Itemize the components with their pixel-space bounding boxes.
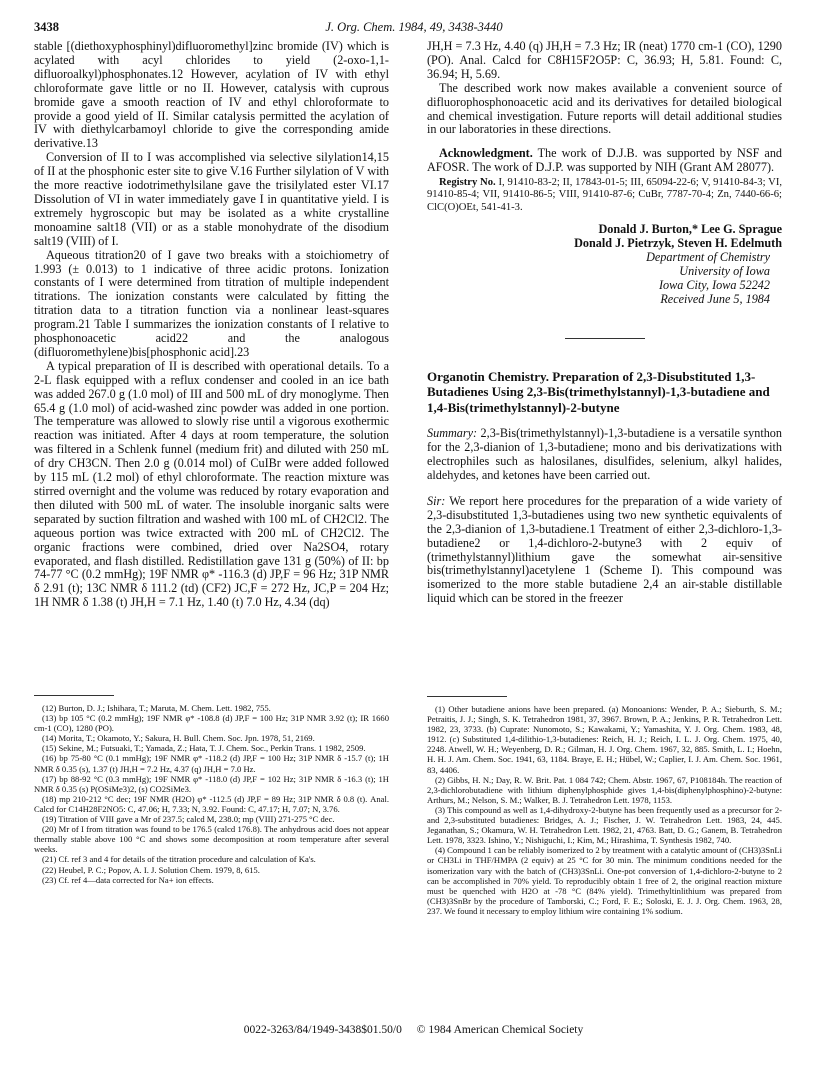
footer-code: 0022-3263/84/1949-3438$01.50/0 <box>243 1024 402 1036</box>
right-column <box>427 39 783 916</box>
registry <box>427 177 782 214</box>
acknowledgment-text: The work of D.J.B. was supported by NSF and AFOSR. The work of D.J.P. was supported by NIH (Grant AM 28077). <box>427 146 783 175</box>
left-column <box>34 39 389 885</box>
footnote: (1) Other butadiene anions have been prepared. (a) Monoanions: Wender, P. A.; Sieburth, S. M.; Petraitis, J. J.; Singh, S. K. Tetrahedron 1981, 37, 3967. Brown, P. A.; Jenkins, P. R. Tetrahedron Lett. 1982, 23, 3733. (b) Cuprate: Nunomoto, S.; Kawakami, Y.; Yamashita, Y. J. Org. Chem. 1983, 48, 1912. (c) Substituted 1,4-dilithio-1,3-butadienes: Reich, H. J.; Reich, I. L. J. Org. Chem. 1975, 40, 2248. Atwell, W. H.; Weyenberg, D. R.; Gilman, H. J. Org. Chem. 1967, 32, 885. Smith, L. I.; Hoehn, H. H. J. Am. Chem. Soc. 1941, 63, 1184. Braye, E. H.; Hübel, W.; Caplier, I. J. Am. Chem. Soc. 1961, 83, 4406. <box>427 704 782 775</box>
authors-line: Donald J. Pietrzyk, Steven H. Edelmuth <box>574 235 782 250</box>
footnote-divider <box>427 696 507 697</box>
summary-text: 2,3-Bis(trimethylstannyl)-1,3-butadiene is a versatile synthon for the 2,3-dianion of 1,3-butadiene; mono and bis derivatizations with electrophiles such as halosilanes, disulfides, selenium, alkyl halides, aldehydes, and ketones have been carried out. <box>427 426 782 482</box>
sir-paragraph <box>427 495 782 606</box>
affiliation <box>427 250 782 306</box>
footnote-divider <box>34 695 114 696</box>
right-body <box>427 40 782 137</box>
footnote: (14) Morita, T.; Okamoto, Y.; Sakura, H. Bull. Chem. Soc. Jpn. 1978, 51, 2169. <box>42 733 315 744</box>
journal-citation: J. Org. Chem. 1984, 49, 3438-3440 <box>325 20 503 34</box>
footnote: (17) bp 88-92 °C (0.3 mmHg); 19F NMR φ* -118.0 (d) JP,F = 102 Hz; 31P NMR δ -16.3 (t); 1H NMR δ 0.35 (s) P(OSiMe3)2, (s) CO2SiMe3. <box>34 773 389 794</box>
footnote: (23) Cf. ref 4—data corrected for Na+ ion effects. <box>42 874 214 885</box>
affiliation-line: Iowa City, Iowa 52242 <box>658 277 770 292</box>
footnote: (22) Heubel, P. C.; Popov, A. I. J. Solution Chem. 1979, 8, 615. <box>42 864 260 875</box>
registry-label: Registry No. <box>439 177 496 189</box>
footnote: (12) Burton, D. J.; Ishihara, T.; Maruta, M. Chem. Lett. 1982, 755. <box>42 703 271 713</box>
left-footnotes <box>34 703 389 885</box>
sir-label: Sir: <box>427 493 446 508</box>
summary-label: Summary: <box>427 426 478 441</box>
page-header <box>34 20 794 36</box>
footnote: (20) Mr of I from titration was found to be 176.5 (calcd 176.8). The anhydrous acid does not appear thermally stable above 100 °C and shows some decomposition at room temperature after several weeks. <box>34 824 389 855</box>
summary <box>427 427 782 483</box>
paragraph: stable [(diethoxyphosphinyl)difluoromethyl]zinc bromide (IV) which is acylated with acyl chlorides to yield (2-oxo-1,1-difluoroalkyl)phosphonates.12 However, acylation of IV with ethyl chloroformate gave little or no II. However, catalysis with cuprous bromide gave a smooth reaction of IV and ethyl chloroformate to provide a good yield of II. Similar catalysis permitted the acylation of IV with diethylcarbamoyl chloride to give the corresponding amide derivative.13 <box>34 39 389 151</box>
footnote: (2) Gibbs, H. N.; Day, R. W. Brit. Pat. 1 084 742; Chem. Abstr. 1967, 67, P108184h. The reaction of 2,3-dichlorobutadiene with lithium diphenylphosphide gives 1,4-bis(diphenylphosphino)-2-butyne: Arthurs, M.; Nelson, S. M.; Walker, B. J. Tetrahedron Lett. 1978, 1153. <box>427 774 782 805</box>
paragraph: A typical preparation of II is described with operational details. To a 2-L flask equipped with a reflux condenser and cooled in an ice bath was added 267.0 g (1.0 mol) of III and 500 mL of dry monoglyme. Then 65.4 g (1.0 mol) of acid-washed zinc powder was added in one portion. The temperature was allowed to slowly rise until a vigorous exothermic reaction was initiated. After 4 days at room temperature, the solution was filtered in a Schlenk funnel (medium frit) and diluted with 250 mL of dry CH3CN. Then 2.0 g (0.014 mol) of CuIBr were added followed by 115 mL (1.2 mol) of ethyl chloroformate. The reaction mixture was stirred overnight and the volume was reduced by rotary evaporation and then diluted with 500 mL of water. The insoluble inorganic salts were separated by suction filtration and washed with 100 mL of CH2Cl2. The aqueous portion was twice extracted with 200 mL of CH2Cl2. The organic fractions were combined, dried over Na2SO4, rotary evaporated, and flash distilled. Redistillation gave 131 g (50%) of II: bp 74-77 °C (0.2 mmHg); 19F NMR φ* -116.3 (d) JP,F = 96 Hz; 31P NMR δ 2.91 (t); 13C NMR δ 111.2 (td) (CF2) JC,F = 272 Hz, JC,P = 204 Hz; 1H NMR δ 1.38 (t) JH,H = 7.1 Hz, 1.40 (t) 7.0 Hz, 4.34 (dq) <box>34 358 389 610</box>
footnote: (4) Compound 1 can be reliably isomerized to 2 by treatment with a catalytic amount of (CH3)3SnLi or CH3Li in THF/HMPA (2 equiv) at 25 °C for 30 min. The minimum conditions needed for the isomerization vary with the batch of (CH3)3SnLi. One-pot conversion of 1,4-dichloro-2-butyne to 2 can be accomplished in 70% yield. To reproducibly obtain 1 free of 2, the original reaction mixture must be quenched with H2O at -78 °C (84% yield). Trimethyltinlithium was prepared from (CH3)3SnBr by the procedure of Tamborski, C.; Ford, F. E.; Soloski, E. J. J. Org. Chem. 1963, 28, 237. We found it necessary to employ lithium wire containing 1% sodium. <box>427 845 783 916</box>
acknowledgment <box>427 147 782 175</box>
paragraph: Aqueous titration20 of I gave two breaks with a stoichiometry of 1.993 (± 0.013) to 1 indicative of three acidic protons. Ionization constants of I were determined from titration of multiple independent titrations. The ionization constants were calculated by fitting the titration data to a titration function via a nonlinear least-squares program.21 Table I summarizes the ionization constants of I relative to phosphonoacetic acid22 and the analogous (difluoromethylene)bis[phosphonic acid].23 <box>34 247 389 359</box>
footnote: (16) bp 75-80 °C (0.1 mmHg); 19F NMR φ* -118.2 (d) JP,F = 100 Hz; 31P NMR δ -15.7 (t); 1H NMR δ 0.35 (s), 1.37 (t) JH,H = 7.2 Hz, 4.37 (q) JH,H = 7.0 Hz. <box>34 753 389 774</box>
footnote: (19) Titration of VIII gave a Mr of 237.5; calcd M, 238.0; mp (VIII) 271-275 °C dec. <box>42 814 335 825</box>
sir-text: We report here procedures for the preparation of a wide variety of 2,3-disubstituted 1,3-butadienes using two new synthetic equivalents of the 2,3-dianion of 1,3-butadiene.1 Treatment of either 2,3-dichloro-1,3-butadiene2 or 1,4-dichloro-2-butyne3 with 2 equiv of (trimethylstannyl)lithium gave the somewhat air-sensitive bis(trimethylstannyl)acetylene 1 (Scheme I). This compound was isomerized to the more stable butadiene 2,4 an air-stable distillable liquid which can be stored in the freezer <box>427 493 782 606</box>
page-footer <box>0 1024 827 1036</box>
article-title: Organotin Chemistry. Preparation of 2,3-Disubstituted 1,3-Butadienes Using 2,3-Bis(trimethylstannyl)-1,3-butadiene and 1,4-Bis(trimethylstannyl)-2-butyne <box>427 368 770 415</box>
page-number: 3438 <box>34 20 59 34</box>
paragraph: The described work now makes available a convenient source of difluorophosphonoacetic acid and its derivatives for detailed biological and chemical investigation. Future reports will detail additional studies in our laboratories in these directions. <box>427 80 782 137</box>
affiliation-line: Department of Chemistry <box>646 249 770 264</box>
affiliation-line: University of Iowa <box>679 263 770 278</box>
received-date: Received June 5, 1984 <box>660 291 770 306</box>
footnote: (3) This compound as well as 1,4-dihydroxy-2-butyne has been frequently used as a precursor for 2- and 2,3-substituted butadienes: Bridges, A. J.; Fischer, J. W. Tetrahedron Lett. 1983, 24, 445. Jeganathan, S.; Okamura, W. H. Tetrahedron Lett. 1982, 21, 4763. Batt, D. G.; Ganem, B. Tetrahedron Lett. 1978, 3323. Ishino, Y.; Nishiguchi, I.; Kim, M.; Hirashima, T. Synthesis 1982, 740. <box>427 804 782 846</box>
authors <box>427 222 782 250</box>
right-footnotes <box>427 704 782 916</box>
acknowledgment-label: Acknowledgment. <box>439 146 533 161</box>
left-body <box>34 40 389 610</box>
article-divider <box>565 338 645 339</box>
paragraph: JH,H = 7.3 Hz, 4.40 (q) JH,H = 7.3 Hz; IR (neat) 1770 cm-1 (CO), 1290 (PO). Anal. Calcd for C8H15F2O5P: C, 36.93; H, 5.81. Found: C, 36.94; H, 5.69. <box>427 39 782 81</box>
footnote: (15) Sekine, M.; Futsuaki, T.; Yamada, Z.; Hata, T. J. Chem. Soc., Perkin Trans. 1 1982, 2509. <box>42 743 366 754</box>
footnote: (13) bp 105 °C (0.2 mmHg); 19F NMR φ* -108.8 (d) JP,F = 100 Hz; 31P NMR 3.92 (t); IR 1660 cm-1 (CO), 1280 (PO). <box>34 713 389 734</box>
footer-copyright: © 1984 American Chemical Society <box>416 1024 584 1036</box>
paragraph: Conversion of II to I was accomplished via selective silylation14,15 of II at the phosphonic ester site to give V.16 Further silylation of V with the more reactive iodotrimethylsilane gave the trisilylated ester VI.17 Dissolution of VI in water immediately gave I in quantitative yield. I is extremely hygroscopic but may be isolated as a white crystalline monoamine salt18 (VII) or as a stable monohydrate of the disodium salt19 (VIII) of I. <box>34 150 389 248</box>
registry-text: I, 91410-83-2; II, 17843-01-5; III, 65094-22-6; V, 91410-84-3; VI, 91410-85-4; VII, 91410-86-5; VIII, 91410-87-6; CuBr, 7787-70-4; Zn, 7440-66-6; ClC(O)OEt, 541-41-3. <box>427 177 782 213</box>
footnote: (18) mp 210-212 °C dec; 19F NMR (H2O) φ* -112.5 (d) JP,F = 89 Hz; 31P NMR δ 0.8 (t). Anal. Calcd for C14H28F2NO5: C, 47.06; H, 7.33; N, 3.92. Found: C, 47.17; H, 7.07; N, 3.76. <box>34 793 389 814</box>
authors-line: Donald J. Burton,* Lee G. Sprague <box>598 221 782 236</box>
footnote: (21) Cf. ref 3 and 4 for details of the titration procedure and calculation of Ka's. <box>42 854 316 865</box>
